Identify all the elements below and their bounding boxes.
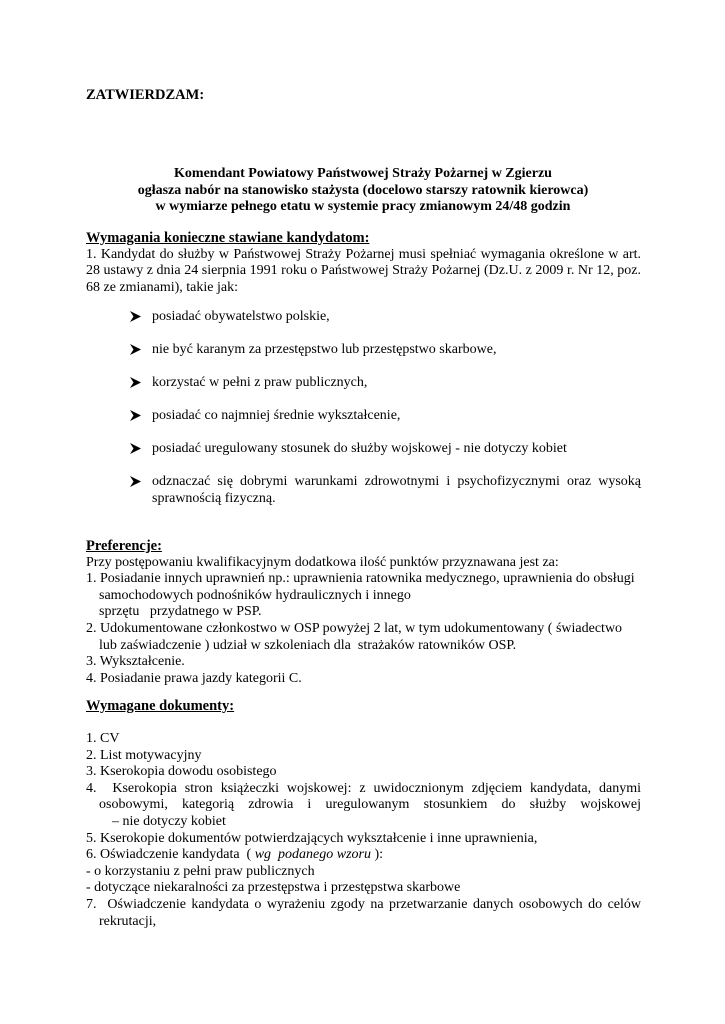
document-5: 5. Kserokopie dokumentów potwierdzających wykształcenie i inne uprawnienia, [86, 830, 538, 846]
list-item: korzystać w pełni z praw publicznych, [130, 375, 641, 392]
header-line-1: Komendant Powiatowy Państwowej Straży Pożarnej w Zgierzu [174, 166, 552, 181]
document-1: 1. CV [86, 731, 120, 746]
document-2: 2. List motywacyjny [86, 747, 202, 763]
document-7-line-1: 7. Oświadczenie kandydata o wyrażeniu zgody na przetwarzanie danych osobowych do celów [86, 896, 641, 912]
document-3: 3. Kserokopia dowodu osobistego [86, 764, 277, 780]
requirements-heading: Wymagania konieczne stawiane kandydatom: [86, 230, 370, 246]
list-item: posiadać co najmniej średnie wykształcenie, [130, 408, 641, 425]
announcement-header [86, 166, 640, 216]
arrow-bullet-icon [130, 476, 141, 487]
document-6-sub-1: - o korzystaniu z pełni praw publicznych [86, 863, 315, 879]
approval-label: ZATWIERDZAM: [86, 87, 205, 103]
preference-2-line-2: lub zaświadczenie ) udział w szkoleniach dla strażaków ratowników OSP. [99, 637, 517, 653]
list-item: posiadać uregulowany stosunek do służby wojskowej - nie dotyczy kobiet [130, 441, 641, 458]
requirements-section [86, 230, 641, 296]
document-7-line-2: rekrutacji, [99, 913, 157, 929]
preference-4: 4. Posiadanie prawa jazdy kategorii C. [86, 670, 302, 686]
preferences-section [86, 538, 641, 687]
documents-heading: Wymagane dokumenty: [86, 698, 235, 714]
arrow-bullet-icon [130, 410, 141, 421]
requirements-intro: 1. Kandydat do służby w Państwowej Straży Pożarnej musi spełniać wymagania określone w art. 28 ustawy z dnia 24 sierpnia 1991 roku o Państwowej Straży Pożarnej (Dz.U. z 2009 r. Nr 12, poz. 68 ze zmianami), takie jak: [86, 246, 641, 295]
list-item: nie być karanym za przestępstwo lub przestępstwo skarbowe, [130, 342, 641, 359]
document-4-line-1: 4. Kserokopia stron książeczki wojskowej: z uwidocznionym zdjęciem kandydata, danymi [86, 780, 641, 796]
documents-list [86, 731, 641, 930]
document-4-line-3: – nie dotyczy kobiet [112, 813, 226, 829]
preference-3: 3. Wykształcenie. [86, 654, 185, 670]
preferences-heading: Preferencje: [86, 538, 162, 554]
preference-1-line-1: 1. Posiadanie innych uprawnień np.: uprawnienia ratownika medycznego, uprawnienia do obsługi [86, 571, 635, 587]
requirements-list [130, 309, 641, 524]
header-line-2: ogłasza nabór na stanowisko stażysta (docelowo starszy ratownik kierowca) [137, 182, 589, 198]
arrow-bullet-icon [130, 443, 141, 454]
documents-section [86, 698, 641, 715]
document-4-line-2: osobowymi, kategorią zdrowia i uregulowanym stosunkiem do służby wojskowej [99, 797, 641, 813]
preference-2-line-1: 2. Udokumentowane członkostwo w OSP powyżej 2 lat, w tym udokumentowany ( świadectwo [86, 620, 623, 636]
arrow-bullet-icon [130, 377, 141, 388]
list-item: odznaczać się dobrymi warunkami zdrowotnymi i psychofizycznymi oraz wysoką sprawnością fizyczną. [130, 474, 641, 507]
document-6: 6. Oświadczenie kandydata ( wg podanego wzoru ): [86, 847, 384, 863]
list-item: posiadać obywatelstwo polskie, [130, 309, 641, 326]
document-6-sub-2: - dotyczące niekaralności za przestępstwa i przestępstwa skarbowe [86, 880, 461, 896]
arrow-bullet-icon [130, 311, 141, 322]
preferences-intro: Przy postępowaniu kwalifikacyjnym dodatkowa ilość punktów przyznawana jest za: [86, 554, 559, 570]
arrow-bullet-icon [130, 344, 141, 355]
header-line-3: w wymiarze pełnego etatu w systemie pracy zmianowym 24/48 godzin [155, 199, 571, 214]
preference-1-line-2: samochodowych podnośników hydraulicznych i innego [99, 587, 411, 603]
preference-1-line-3: sprzętu przydatnego w PSP. [99, 604, 262, 620]
